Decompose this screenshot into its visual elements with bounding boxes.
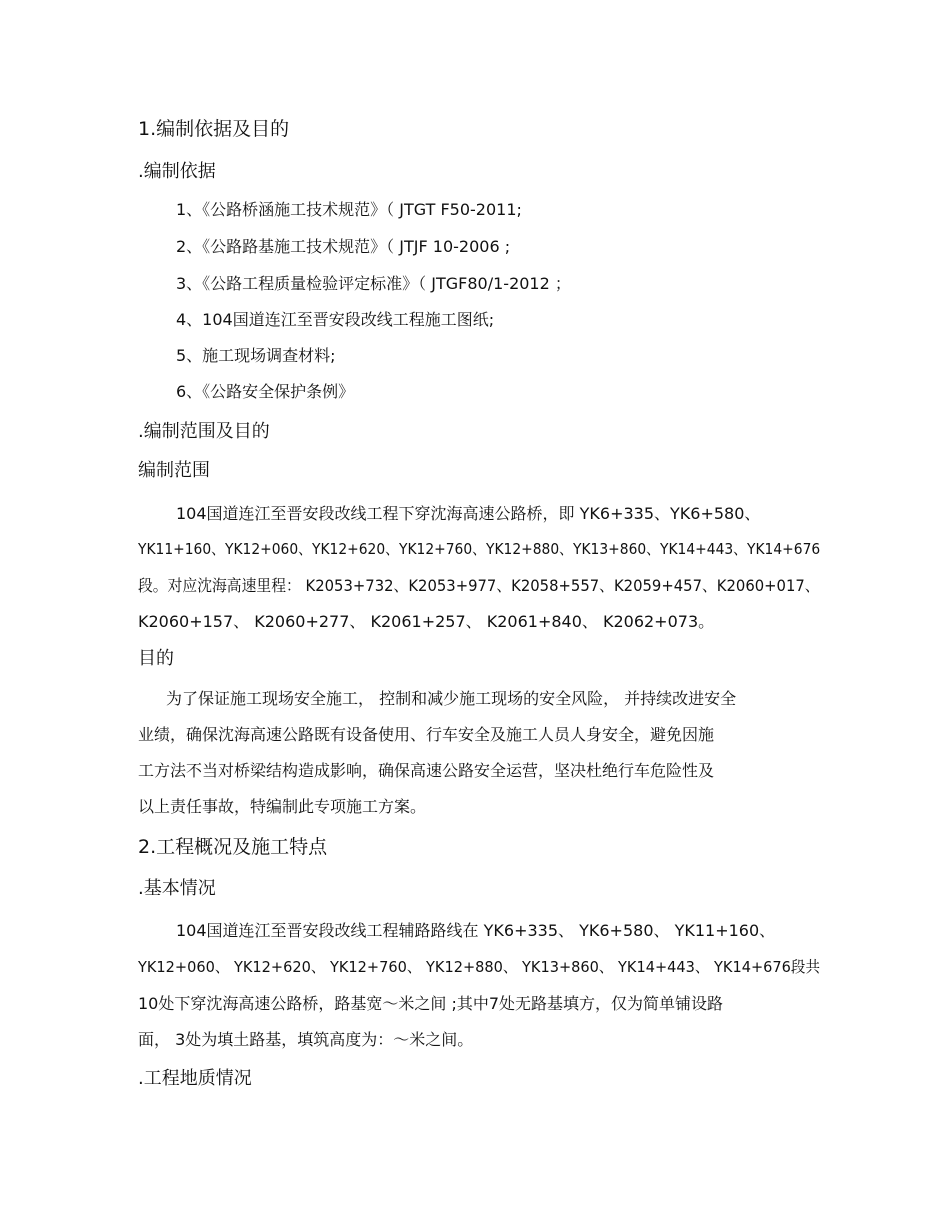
- basis-item: 1、《公路桥涵施工技术规范》（ JTGT F50-2011;: [176, 200, 522, 219]
- purpose-line: 以上责任事故，特编制此专项施工方案。: [138, 797, 427, 816]
- section1-title: 1.编制依据及目的: [138, 118, 290, 140]
- basis-item: 5、施工现场调查材料;: [176, 346, 336, 365]
- basis-item: 3、《公路工程质量检验评定标准》（ JTGF80/1-2012 ；: [176, 274, 571, 293]
- basic-line: 10处下穿沈海高速公路桥，路基宽～米之间 ;其中7处无路基填方，仅为简单铺设路: [138, 994, 724, 1013]
- section2-title: 2.工程概况及施工特点: [138, 836, 328, 858]
- scope-purpose-heading: .编制范围及目的: [138, 421, 270, 442]
- basis-item: 2、《公路路基施工技术规范》（ JTJF 10-2006 ;: [176, 237, 511, 256]
- basic-heading: .基本情况: [138, 878, 216, 899]
- basic-line: 面， 3处为填土路基，填筑高度为：～米之间。: [138, 1030, 474, 1049]
- basis-item: 4、104国道连江至晋安段改线工程施工图纸;: [176, 310, 495, 329]
- purpose-line: 工方法不当对桥梁结构造成影响，确保高速公路安全运营，坚决杜绝行车危险性及: [138, 761, 715, 780]
- scope-line: 段。对应沈海高速里程： K2053+732、K2053+977、K2058+557、K2059+457、K2060+017、: [138, 576, 820, 595]
- scope-line: 104国道连江至晋安段改线工程下穿沈海高速公路桥，即 YK6+335、YK6+580、: [176, 504, 761, 523]
- basis-heading: .编制依据: [138, 161, 216, 182]
- scope-heading: 编制范围: [138, 460, 210, 481]
- scope-line: YK11+160、YK12+060、YK12+620、YK12+760、YK12+880、YK13+860、YK14+443、YK14+676: [138, 540, 821, 558]
- scope-line: K2060+157、 K2060+277、 K2061+257、 K2061+840、 K2062+073。: [138, 612, 715, 631]
- basic-line: 104国道连江至晋安段改线工程辅路路线在 YK6+335、 YK6+580、 YK11+160、: [176, 921, 776, 940]
- purpose-line: 为了保证施工现场安全施工， 控制和减少施工现场的安全风险， 并持续改进安全: [166, 689, 737, 708]
- basic-line: YK12+060、 YK12+620、 YK12+760、 YK12+880、 YK13+860、 YK14+443、 YK14+676段共: [138, 958, 820, 976]
- purpose-line: 业绩，确保沈海高速公路既有设备使用、行车安全及施工人员人身安全，避免因施: [138, 725, 715, 744]
- geology-heading: .工程地质情况: [138, 1068, 252, 1089]
- purpose-heading: 目的: [138, 648, 174, 669]
- basis-item: 6、《公路安全保护条例》: [176, 382, 355, 401]
